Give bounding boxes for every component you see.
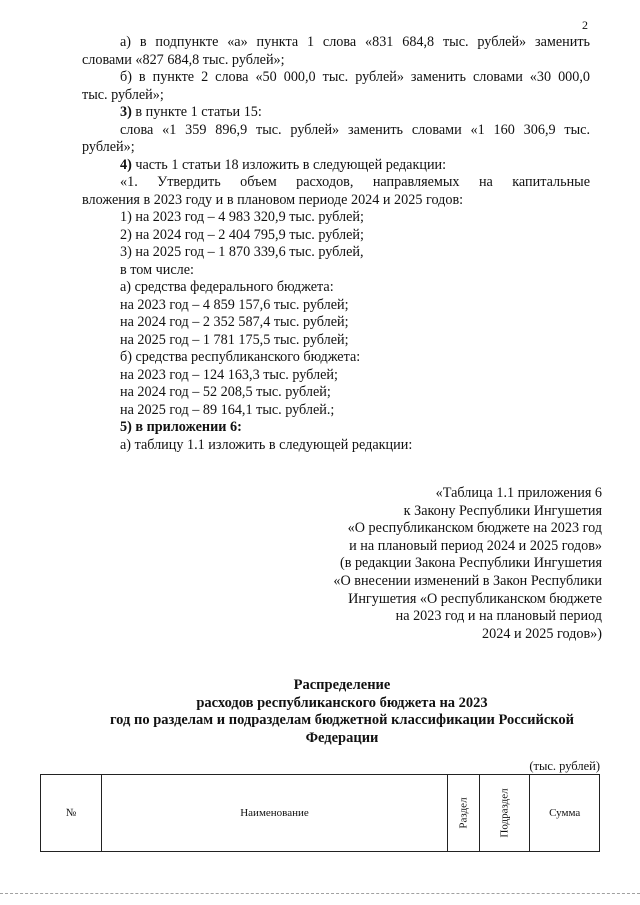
paragraph-a1-cont: словами «827 684,8 тыс. рублей»; xyxy=(82,51,285,68)
col-subsection-label: Подраздел xyxy=(498,788,511,838)
caption-line-5: (в редакции Закона Республики Ингушетия xyxy=(339,555,602,572)
col-name: Наименование xyxy=(102,775,448,852)
item-3 xyxy=(82,104,590,122)
line-9: б) средства республиканского бюджета: xyxy=(120,349,361,365)
table-title xyxy=(82,677,602,747)
paragraph-b1-cont: тыс. рублей»; xyxy=(82,86,164,103)
item-5 xyxy=(82,419,590,437)
item-5-text: 5) в приложении 6: xyxy=(120,419,242,435)
item-5a: а) таблицу 1.1 изложить в следующей редакции: xyxy=(120,436,413,453)
quote-1-cont: вложения в 2023 году и в плановом периоде 2024 и 2025 годов: xyxy=(82,191,464,208)
paragraph-a1: а) в подпункте «а» пункта 1 слова «831 684,8 тыс. рублей» заменить xyxy=(120,34,590,50)
col-subsection xyxy=(480,775,530,852)
line-7: на 2024 год – 2 352 587,4 тыс. рублей; xyxy=(120,314,349,330)
table-caption xyxy=(333,485,602,643)
col-section-label: Раздел xyxy=(457,797,470,829)
caption-line-4: и на плановый период 2024 и 2025 годов» xyxy=(349,537,602,554)
caption-line-1: «Таблица 1.1 приложения 6 xyxy=(435,485,602,501)
caption-line-6: «О внесении изменений в Закон Республики xyxy=(333,572,602,589)
item-3-body: слова «1 359 896,9 тыс. рублей» заменить словами «1 160 306,9 тыс. xyxy=(120,121,590,138)
title-line-3: год по разделам и подразделам бюджетной классификации Российской xyxy=(109,712,575,729)
item-3-text: в пункте 1 статьи 15: xyxy=(131,104,262,120)
page-number: 2 xyxy=(582,18,588,32)
table-header-row xyxy=(41,775,600,852)
line-1: 1) на 2023 год – 4 983 320,9 тыс. рублей; xyxy=(120,209,364,225)
item-4-number: 4) xyxy=(120,156,132,173)
scan-edge xyxy=(0,893,640,898)
caption-line-8: на 2023 год и на плановый период xyxy=(395,608,602,625)
item-4-text: часть 1 статьи 18 изложить в следующей редакции: xyxy=(131,156,447,173)
caption-line-9: 2024 и 2025 годов») xyxy=(482,625,602,642)
col-number: № xyxy=(41,775,102,852)
line-2: 2) на 2024 год – 2 404 795,9 тыс. рублей; xyxy=(120,226,364,243)
line-12: на 2025 год – 89 164,1 тыс. рублей.; xyxy=(120,401,335,418)
line-4: в том числе: xyxy=(120,261,194,278)
col-sum: Сумма xyxy=(530,775,600,852)
item-3-number: 3) xyxy=(120,104,132,120)
caption-line-7: Ингушетия «О республиканском бюджете xyxy=(348,590,602,607)
budget-table-header xyxy=(40,774,600,852)
item-4 xyxy=(82,157,590,175)
title-line-1: Распределение xyxy=(293,677,391,693)
line-5: а) средства федерального бюджета: xyxy=(120,279,334,295)
line-11: на 2024 год – 52 208,5 тыс. рублей; xyxy=(120,384,331,400)
unit-label: (тыс. рублей) xyxy=(529,759,600,773)
document-body xyxy=(82,34,590,454)
col-section xyxy=(448,775,480,852)
line-10: на 2023 год – 124 163,3 тыс. рублей; xyxy=(120,366,338,383)
caption-line-2: к Закону Республики Ингушетия xyxy=(403,502,602,519)
paragraph-b1: б) в пункте 2 слова «50 000,0 тыс. рублей» заменить словами «30 000,0 xyxy=(120,69,590,85)
line-3: 3) на 2025 год – 1 870 339,6 тыс. рублей, xyxy=(120,244,364,260)
quote-1: «1. Утвердить объем расходов, направляемых на капитальные xyxy=(120,174,590,190)
line-8: на 2025 год – 1 781 175,5 тыс. рублей; xyxy=(120,331,349,348)
item-3-body-cont: рублей»; xyxy=(82,139,135,155)
title-line-2: расходов республиканского бюджета на 2023 xyxy=(196,694,488,711)
title-line-4: Федерации xyxy=(305,729,379,746)
caption-line-3: «О республиканском бюджете на 2023 год xyxy=(347,520,602,537)
line-6: на 2023 год – 4 859 157,6 тыс. рублей; xyxy=(120,296,349,313)
